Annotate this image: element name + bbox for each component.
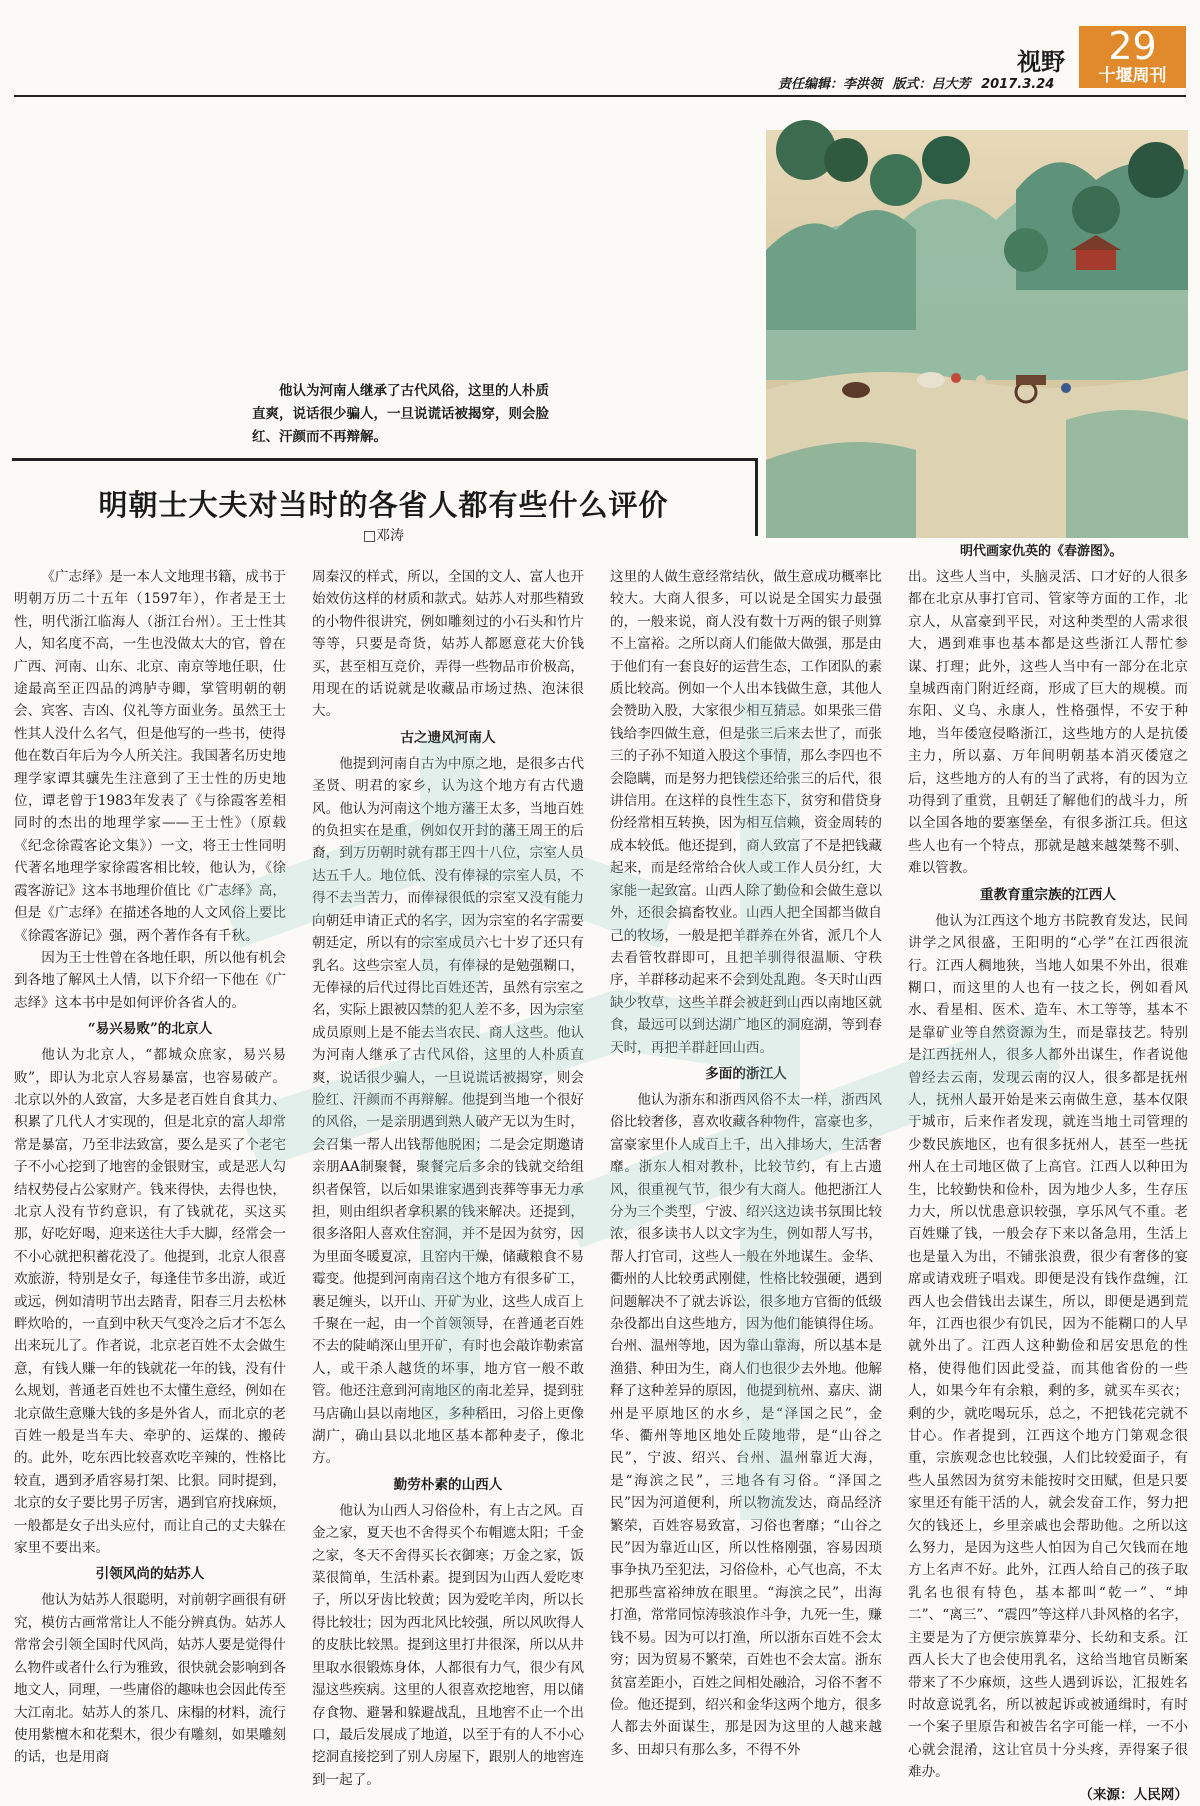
page-number-badge (1079, 26, 1186, 88)
section-title: 视野 (1017, 48, 1065, 76)
column-4 (908, 566, 1188, 1803)
column-3 (610, 566, 882, 1758)
landscape-painting-image (766, 130, 1188, 538)
paragraph: 周秦汉的样式，所以，全国的文人、富人也开始效仿这样的材质和款式。姑苏人对那些精致的小物件很讲究，例如雕刻过的小石头和竹片等等，只要是奇货，姑苏人都愿意花大价钱买，甚至相互竞价，弄得一些物品市价极高，用现在的话说就是收藏品市场过热、泡沫很大。 (312, 569, 584, 720)
column-1 (14, 566, 286, 1766)
paragraph: 他认为北京人，“都城众庶家，易兴易败”，即认为北京人容易暴富，也容易破产。北京以外的人致富，大多是老百姓自食其力、积累了几代人才实现的，但是北京的富人却常常是暴富，乃至非法致富，要么是买了个老宅子不小心挖到了地窖的金银财宝，或是恶人勾结权势侵占公家财产。钱来得快，去得也快，北京人没有节约意识，有了钱就花，买这买那，好吃好喝，迎来送往大手大脚，经常会一不小心就把积蓄花没了。他提到，北京人很喜欢旅游，特别是女子，每逢佳节多出游，或近或远，例如清明节出去踏青，阳春三月去松林畔炊哈的，一直到中秋天气变冷之后才不怎么出来玩儿了。作者说，北京老百姓不太会做生意，有钱人赚一年的钱就花一年的钱，没有什么规划，普通老百姓也不太懂生意经，例如在北京做生意赚大钱的多是外省人，而北京的老百姓一般是当车夫、牵驴的、运煤的、搬砖的。此外，吃东西比较喜欢吃辛辣的，性格比较直，遇到矛盾容易打架、比狠。同时提到，北京的女子要比男子厉害，遇到官府找麻烦，一般都是女子出头应付，而让自己的丈夫躲在家里不要出来。 (14, 1047, 286, 1557)
paragraph: 出。这些人当中，头脑灵活、口才好的人很多都在北京从事打官司、管家等方面的工作，北京人，从富豪到平民，对这种类型的人需求很大，遇到难事也基本都是这些浙江人帮忙参谋、打理；此外，这些人当中有一部分在北京皇城西南门附近经商，形成了巨大的规模。而东阳、义乌、永康人，性格强悍，不安于种地，当年倭寇侵略浙江，这些地方的人是抗倭主力，所以嘉、万年间明朝基本消灭倭寇之后，这些地方的人有的当了武将，有的因为立功得到了重赏，且朝廷了解他们的战斗力，所以全国各地的要塞堡垒，有很多浙江兵。但这些人也有一个特点，那就是越来越桀骜不驯、难以管教。 (908, 569, 1188, 877)
painting-caption: 明代画家仇英的《春游图》。 (960, 544, 1123, 559)
article-body (14, 566, 1188, 1803)
paragraph: 他认为江西这个地方书院教育发达，民间讲学之风很盛，王阳明的“心学”在江西很流行。江西人稠地狭，当地人如果不外出，很难糊口，而这里的人也有一技之长，例如看风水、看星相、医术、造车、木工等等，基本不是靠矿业等自然资源为生，而是靠技艺。特别是江西抚州人，很多人都外出谋生，作者说他曾经去云南，发现云南的汉人，很多都是抚州人，抚州人最开始是来云南做生意，基本仅限于城市，后来作者发现，就连当地土司管理的少数民族地区，也有很多抚州人，甚至一些抚州人在土司地区做了上高官。江西人以种田为生，比较勤快和俭朴，因为地少人多，生存压力大，所以忧患意识较强，享乐风气不重。老百姓赚了钱，一般会存下来以备急用，生活上也是量入为出，不铺张浪费，很少有奢侈的宴席或请戏班子唱戏。即便是没有钱作盘缠，江西人也会借钱出去谋生，所以，即便是遇到荒年，江西也很少有饥民，因为不能糊口的人早就外出了。江西人这种勤俭和居安思危的性格，使得他们因此受益，而其他省份的一些人，如果今年有余粮，剩的多，就买车买衣；剩的少，就吃喝玩乐，总之，不把钱花完就不甘心。作者提到，江西这个地方门第观念很重，宗族观念也比较强，人们比较爱面子，有些人虽然因为贫穷未能按时交田赋，但是只要家里还有能干活的人，就会发奋工作，努力把欠的钱还上，乡里亲戚也会帮助他。之所以这么努力，是因为这些人怕因为自己欠钱而在地方上名声不好。此外，江西人给自己的孩子取乳名也很有特色，基本都叫“乾一”、“坤二”、“离三”、“震四”等这样八卦风格的名字，主要是为了方便宗族算辈分、长幼和支系。江西人长大了也会使用乳名，这给当地官员断案带来了不少麻烦，这些人遇到诉讼，汇报姓名时故意说乳名，所以被起诉或被通缉时，有时一个案子里原告和被告名字可能一样，一不小心就会混淆，这让官员十分头疼，弄得案子很难办。 (908, 912, 1188, 1781)
column-2 (312, 566, 584, 1788)
section-heading: 古之遗风河南人 (400, 729, 496, 746)
article-title: 明朝士大夫对当时的各省人都有些什么评价 (98, 488, 669, 522)
section-heading: “易兴易败”的北京人 (87, 1021, 213, 1038)
section-heading: 重教育重宗族的江西人 (980, 886, 1116, 903)
section-heading: 勤劳朴素的山西人 (393, 1476, 503, 1493)
pull-quote: 他认为河南人继承了古代风俗，这里的人朴质直爽，说话很少骗人，一旦说谎话被揭穿，则会脸红、汗颜而不再辩解。 (252, 383, 549, 445)
section-heading: 多面的浙江人 (705, 1065, 787, 1082)
paragraph: 他认为山西人习俗俭朴，有上古之风。百金之家，夏天也不舍得买个布帽遮太阳；千金之家，冬天不舍得买长衣御寒；万金之家，饭菜很简单，生活朴素。提到因为山西人爱吃枣子，所以牙齿比较黄；因为爱吃羊肉，所以长得比较壮；因为西北风比较强，所以风吹得人的皮肤比较黑。提到这里打井很深，所以从井里取水很锻炼身体，人都很有力气，很少有风湿这些疾病。这里的人很喜欢挖地窖，用以储存食物、避暑和躲避战乱，且地窖不止一个出口，最后发展成了地道，以至于有的人不小心挖洞直接挖到了别人房屋下，跟别人的地窖连到一起了。 (312, 1502, 584, 1788)
paper-name: 十堰周刊 (1098, 66, 1167, 86)
layout-editor: 版式：吕大芳 (892, 77, 971, 92)
paragraph: 《广志绎》是一本人文地理书籍，成书于明朝万历二十五年（1597年），作者是王士性，明代浙江临海人（浙江台州）。王士性其人，知名度不高，一生也没做太大的官，曾在广西、河南、山东、北京、南京等地任职，仕途最高至正四品的鸿胪寺卿，掌管明朝的朝会、宾客、吉凶、仪礼等方面业务。虽然王士性其人没什么名气，但是他写的一些书，使得他在数百年后为今人所关注。我国著名历史地理学家谭其骧先生注意到了王士性的历史地位，谭老曾于1983年发表了《与徐霞客差相同时的杰出的地理学家——王士性》（原载《纪念徐霞客论文集》）一文，将王士性同明代著名地理学家徐霞客相比较，他认为，《徐霞客游记》这本书地理价值比《广志绎》高，但是《广志绎》在描述各地的人文风俗上要比《徐霞客游记》强，两个著作各有千秋。 (14, 569, 286, 944)
editor: 责任编辑：李洪领 (778, 77, 883, 92)
paragraph: 他认为浙东和浙西风俗不太一样，浙西风俗比较奢侈，喜欢收藏各种物件，富豪也多，富豪家里仆人成百上千，出入排场大，生活奢靡。浙东人相对教朴，比较节约，有上古遗风，很重视气节，很少有大商人。他把浙江人分为三个类型，宁波、绍兴这边读书氛围比较浓，很多读书人以文字为生，例如帮人写书，帮人打官司，这些人一般在外地谋生。金华、衢州的人比较勇武刚健，性格比较强硬，遇到问题解决不了就去诉讼，很多地方官衙的低级杂役都出自这些地方，因为他们能镇得住场。台州、温州等地，因为靠山靠海，所以基本是渔猎、种田为生，商人们也很少去外地。他解释了这种差异的原因，他提到杭州、嘉庆、湖州是平原地区的水乡，是“泽国之民”，金华、衢州等地区地处丘陵地带，是“山谷之民”，宁波、绍兴、台州、温州靠近大海，是“海滨之民”，三地各有习俗。“泽国之民”因为河道便利，所以物流发达，商品经济繁荣，百姓容易致富，习俗也奢靡；“山谷之民”因为靠近山区，所以性格刚强，容易因琐事争执乃至犯法，习俗俭朴，心气也高，不太把那些富裕绅放在眼里。“海滨之民”，出海打渔，常常同惊涛骇浪作斗争，九死一生，赚钱不易。因为可以打渔，所以浙东百姓不会太穷；因为贸易不繁荣，百姓也不会太富。浙东贫富差距小，百姓之间相处融洽，习俗不奢不俭。他还提到，绍兴和金华这两个地方，很多人都去外面谋生，那是因为这里的人越来越多、田却只有那么多，不得不外 (610, 1091, 882, 1758)
article-author: □邓涛 (362, 528, 405, 544)
source-credit: （来源：人民网） (1079, 1786, 1188, 1803)
page-number: 29 (1108, 24, 1157, 68)
paragraph: 这里的人做生意经常结伙，做生意成功概率比较大。大商人很多，可以说是全国实力最强的，一般来说，商人没有数十万两的银子则算不上富裕。之所以商人们能做大做强，那是由于他们有一套良好的运营生态，工作团队的素质比较高。例如一个人出本钱做生意，其他人会赞助入股，大家很少相互猜忌。如果张三借钱给李四做生意，但是张三后来去世了，而张三的子孙不知道入股这个事情，那么李四也不会隐瞒，而是努力把钱偿还给张三的后代，很讲信用。在这样的良性生态下，贫穷和借贷身份经常相互转换，因为相互信赖，资金周转的成本较低。他还提到，商人致富了不是把钱藏起来，而是经常给合伙人或工作人员分红，大家能一起致富。山西人除了勤俭和会做生意以外，还很会搞畜牧业。山西人把全国都当做自己的牧场，一般是把羊群养在外省，派几个人去看管牧群即可，且把羊驯得很温顺、守秩序，羊群移动起来不会到处乱跑。冬天时山西缺少牧草，这些羊群会被赶到山西以南地区就食，最远可以到达湖广地区的洞庭湖，等到春天时，再把羊群赶回山西。 (610, 569, 882, 1056)
issue-date: 2017.3.24 (981, 77, 1055, 92)
paragraph: 他认为姑苏人很聪明，对前朝字画很有研究，模仿古画常常让人不能分辨真伪。姑苏人常常会引领全国时代风尚，姑苏人要是觉得什么物件或者什么行为雅致，很快就会影响到各地文人，同理，一些庸俗的趣味也会因此传至大江南北。姑苏人的茶几、床榻的材料，流行使用紫檀木和花梨木，很少有雕刻，如果雕刻的话，也是用商 (14, 1592, 286, 1766)
header-rule (14, 95, 1186, 97)
editor-credits (778, 73, 1060, 92)
paragraph: 他提到河南自古为中原之地，是很多古代圣贤、明君的家乡，认为这个地方有古代遗风。他认为河南这个地方藩王太多，当地百姓的负担实在是重，例如仅开封的藩王周王的后裔，到万历朝时就有郡王四十八位，宗室人员达五千人。地位低、没有俸禄的宗室人员，不得不去当苦力，而俸禄很低的宗室又没有能力向朝廷申请正式的名字，因为宗室的名字需要朝廷定，所以有的宗室成员六七十岁了还只有乳名。这些宗室人员，有俸禄的是勉强糊口，无俸禄的后代过得比百姓还苦，虽然有宗室之名，实际上跟被囚禁的犯人差不多，因为宗室成员原则上是不能去当农民、商人这些。他认为河南人继承了古代风俗，这里的人朴质直爽，说话很少骗人，一旦说谎话被揭穿，则会脸红、汗颜而不再辩解。他提到当地一个很好的风俗，一是亲朋遇到熟人破产无以为生时，会召集一帮人出钱帮他脱困；二是会定期邀请亲朋AA制聚餐，聚餐完后多余的钱就交给组织者保管，以后如果谁家遇到丧葬等事无力承担，则由组织者拿积累的钱来解决。还提到，很多洛阳人喜欢住窑洞，并不是因为贫穷，因为里面冬暖夏凉，且窑内干燥，储藏粮食不易霉变。他提到河南南召这个地方有很多矿工，裹足缠头，以开山、开矿为业，这些人成百上千聚在一起，由一个首领领导，在普通老百姓不去的陡峭深山里开矿，有时也会敲诈勒索富人，或干杀人越货的坏事，地方官一般不敢管。他还注意到河南地区的南北差异，提到驻马店确山县以南地区，多种稻田，习俗上更像湖广，确山县以北地区基本都种麦子，像北方。 (312, 755, 584, 1467)
section-heading: 引领风尚的姑苏人 (95, 1566, 205, 1583)
paragraph: 因为王士性曾在各地任职，所以他有机会到各地了解风土人情，以下介绍一下他在《广志绎》这本书中是如何评价各省人的。 (14, 949, 286, 1011)
title-box (12, 458, 758, 544)
landscape-painting-icon (766, 130, 1188, 538)
